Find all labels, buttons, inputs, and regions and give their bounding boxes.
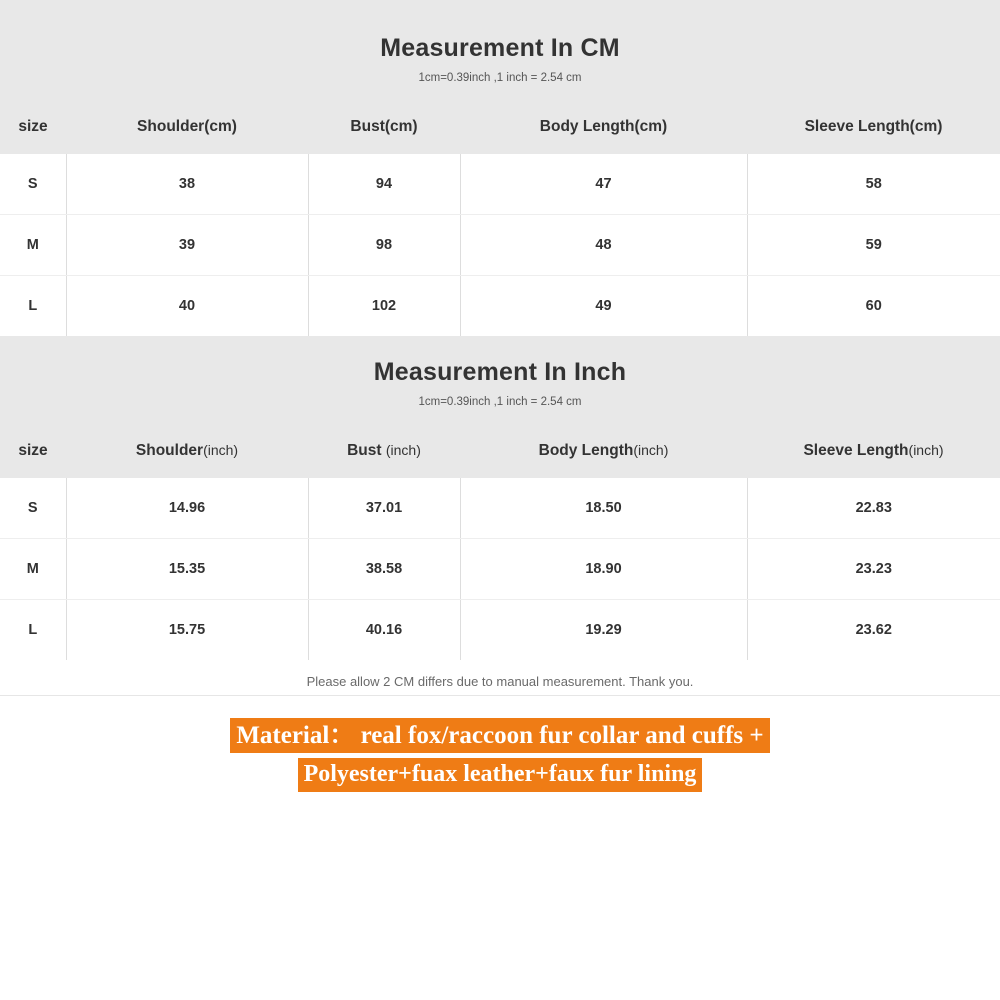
cell-size: M: [0, 215, 66, 276]
inch-block-title: Measurement In Inch: [373, 358, 627, 386]
cell-shoulder: 14.96: [66, 478, 308, 539]
cell-size: M: [0, 539, 66, 600]
header-unit: (inch): [633, 442, 669, 458]
cell-size: L: [0, 276, 66, 337]
cell-sleeve-length: 59: [747, 215, 1000, 276]
column-header-sleeve-length: Sleeve Length(cm): [747, 102, 1000, 154]
cell-bust: 102: [308, 276, 460, 337]
cell-sleeve-length: 22.83: [747, 478, 1000, 539]
column-header-shoulder: Shoulder(cm): [66, 102, 308, 154]
cell-body-length: 47: [460, 154, 747, 215]
material-section: [0, 696, 1000, 797]
table-row: [0, 276, 1000, 337]
cell-shoulder: 15.35: [66, 539, 308, 600]
cell-bust: 98: [308, 215, 460, 276]
material-line-1: Material： real fox/raccoon fur collar and cuffs +: [230, 718, 769, 753]
column-header-size: size: [0, 102, 66, 154]
header-label: Shoulder: [135, 442, 204, 459]
header-label: Bust: [347, 442, 382, 459]
cell-bust: 38.58: [308, 539, 460, 600]
cell-bust: 94: [308, 154, 460, 215]
cm-measurement-block: [0, 0, 1000, 336]
table-row: [0, 154, 1000, 215]
cm-block-title: Measurement In CM: [380, 34, 620, 62]
column-header-sleeve-length: [747, 426, 1000, 478]
cell-sleeve-length: 23.62: [747, 600, 1000, 661]
cell-size: S: [0, 478, 66, 539]
column-header-shoulder: [66, 426, 308, 478]
cell-body-length: 19.29: [460, 600, 747, 661]
cm-size-table: [0, 102, 1000, 336]
table-header-row: [0, 102, 1000, 154]
header-unit: (inch): [385, 442, 421, 458]
inch-block-subtitle: 1cm=0.39inch ,1 inch = 2.54 cm: [418, 396, 582, 408]
inch-measurement-block: [0, 336, 1000, 660]
cell-body-length: 18.50: [460, 478, 747, 539]
cell-body-length: 48: [460, 215, 747, 276]
measurement-note: Please allow 2 CM differs due to manual measurement. Thank you.: [0, 660, 1000, 695]
header-label: Sleeve Length: [803, 442, 909, 459]
column-header-body-length: Body Length(cm): [460, 102, 747, 154]
material-line-2: Polyester+fuax leather+faux fur lining: [298, 758, 703, 792]
cell-sleeve-length: 60: [747, 276, 1000, 337]
cell-size: S: [0, 154, 66, 215]
table-row: [0, 478, 1000, 539]
cell-bust: 37.01: [308, 478, 460, 539]
cell-size: L: [0, 600, 66, 661]
cell-body-length: 18.90: [460, 539, 747, 600]
cell-shoulder: 39: [66, 215, 308, 276]
cell-sleeve-length: 23.23: [747, 539, 1000, 600]
cell-sleeve-length: 58: [747, 154, 1000, 215]
inch-size-table: [0, 426, 1000, 660]
header-unit: (inch): [203, 442, 239, 458]
header-unit: (inch): [908, 442, 944, 458]
table-header-row: [0, 426, 1000, 478]
header-label: Body Length: [538, 442, 634, 459]
cell-shoulder: 40: [66, 276, 308, 337]
column-header-bust: Bust(cm): [308, 102, 460, 154]
cell-bust: 40.16: [308, 600, 460, 661]
cell-body-length: 49: [460, 276, 747, 337]
column-header-body-length: [460, 426, 747, 478]
cm-block-subtitle: 1cm=0.39inch ,1 inch = 2.54 cm: [418, 72, 582, 84]
cell-shoulder: 15.75: [66, 600, 308, 661]
table-row: [0, 539, 1000, 600]
column-header-size: size: [0, 426, 66, 478]
cell-shoulder: 38: [66, 154, 308, 215]
table-row: [0, 600, 1000, 661]
table-row: [0, 215, 1000, 276]
column-header-bust: [308, 426, 460, 478]
